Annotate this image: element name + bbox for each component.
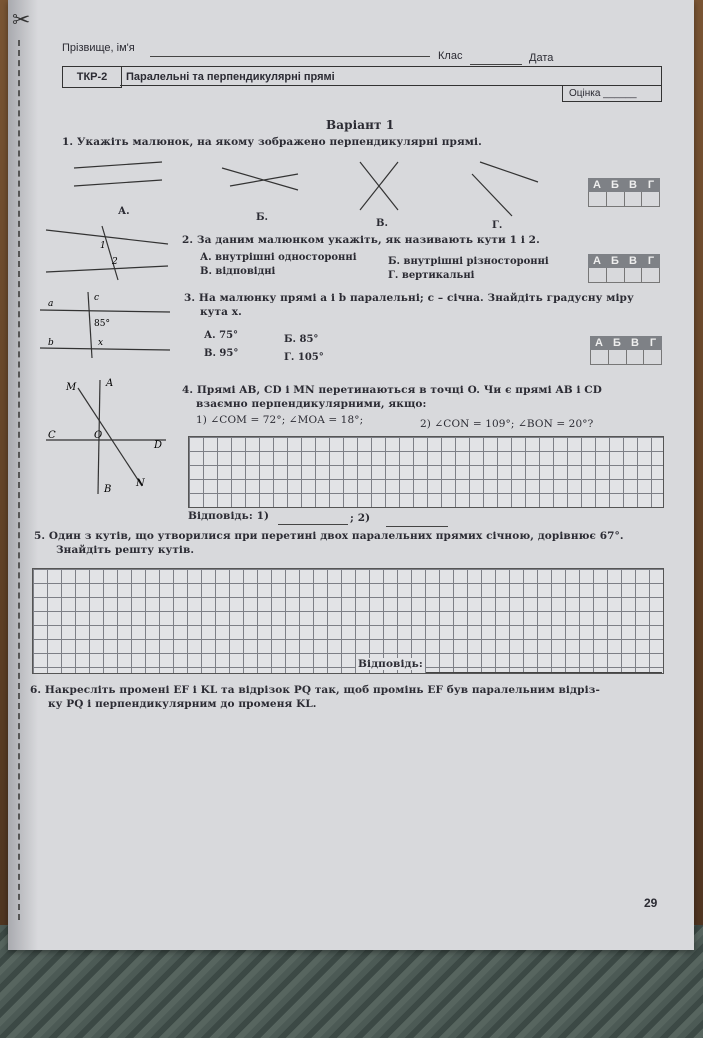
q1-label-b: Б. bbox=[256, 212, 269, 223]
variant-title: Варіант 1 bbox=[326, 118, 395, 132]
q1-label-a: А. bbox=[118, 206, 130, 217]
q4-point-n: N bbox=[136, 478, 145, 489]
q1-answer-grid[interactable]: А Б В Г bbox=[588, 178, 660, 207]
q4-case-2: 2) ∠CON = 109°; ∠BON = 20°? bbox=[420, 418, 594, 430]
class-label: Клас bbox=[438, 50, 463, 62]
q1-figures bbox=[62, 152, 582, 232]
q2-answer-grid[interactable]: А Б В Г bbox=[588, 254, 660, 283]
q4-point-o: O bbox=[94, 430, 103, 441]
q3-text-2: кута x. bbox=[200, 306, 242, 318]
q4-point-d: D bbox=[154, 440, 163, 451]
q5-answer-label: Відповідь: bbox=[358, 658, 423, 670]
q2-text: 2. За даним малюнком укажіть, як називають кути 1 і 2. bbox=[182, 234, 540, 246]
q1-label-g: Г. bbox=[492, 220, 503, 231]
q4-work-grid[interactable] bbox=[188, 436, 664, 508]
q4-text-2: взаємно перпендикулярними, якщо: bbox=[196, 398, 427, 410]
q4-point-a: A bbox=[106, 378, 114, 389]
cut-line bbox=[18, 40, 20, 920]
q4-figure bbox=[42, 374, 172, 502]
q3-line-c: c bbox=[94, 293, 100, 303]
q3-line-b: b bbox=[48, 338, 54, 348]
q1-label-v: В. bbox=[376, 218, 388, 229]
q2-option-b: Б. внутрішні різносторонні bbox=[388, 256, 549, 267]
q4-text: 4. Прямі AB, CD і MN перетинаються в точці O. Чи є прямі AB і CD bbox=[182, 384, 602, 396]
q3-line-a: a bbox=[48, 299, 54, 309]
scissors-icon: ✂ bbox=[12, 8, 31, 33]
q2-angle-1: 1 bbox=[100, 241, 106, 251]
class-field[interactable] bbox=[470, 64, 522, 65]
q4-point-b: B bbox=[104, 484, 112, 495]
date-label: Дата bbox=[529, 52, 554, 64]
q6-text-2: ку PQ і перпендикулярним до променя KL. bbox=[48, 698, 317, 710]
test-title: Паралельні та перпендикулярні прямі bbox=[120, 66, 662, 86]
q3-answer-grid[interactable]: А Б В Г bbox=[590, 336, 662, 365]
q4-answer-sep: ; 2) bbox=[350, 512, 371, 524]
q2-figure bbox=[42, 222, 172, 282]
q5-answer-field[interactable] bbox=[426, 672, 662, 673]
q3-text: 3. На малюнку прямі a і b паралельні; c – січна. Знайдіть градусну міру bbox=[184, 292, 634, 304]
q3-option-v: В. 95° bbox=[204, 348, 239, 359]
q5-text-2: Знайдіть решту кутів. bbox=[56, 544, 195, 556]
q6-text: 6. Накресліть промені EF і KL та відрізок PQ так, щоб промінь EF був паралельним відріз- bbox=[30, 684, 600, 696]
q2-angle-2: 2 bbox=[112, 257, 118, 267]
test-title-box bbox=[62, 66, 662, 102]
q3-option-g: Г. 105° bbox=[284, 352, 324, 363]
test-code: ТКР-2 bbox=[62, 66, 122, 88]
q4-answer-2-field[interactable] bbox=[386, 526, 448, 527]
surname-label: Прізвище, ім'я bbox=[62, 42, 135, 54]
q4-case-1: 1) ∠COM = 72°; ∠MOA = 18°; bbox=[196, 414, 364, 426]
q2-option-a: А. внутрішні односторонні bbox=[200, 252, 357, 263]
page-number: 29 bbox=[644, 896, 658, 910]
q2-option-g: Г. вертикальні bbox=[388, 270, 475, 281]
q3-option-b: Б. 85° bbox=[284, 334, 319, 345]
q2-option-v: В. відповідні bbox=[200, 266, 276, 277]
worksheet-page bbox=[8, 0, 694, 950]
q5-work-grid[interactable] bbox=[32, 568, 664, 674]
q5-text: 5. Один з кутів, що утворилися при перетині двох паралельних прямих січною, дорівнює 67°. bbox=[34, 530, 624, 542]
q4-answer-label: Відповідь: 1) bbox=[188, 510, 270, 522]
q3-option-a: А. 75° bbox=[204, 330, 239, 341]
q3-figure bbox=[36, 290, 176, 360]
grade-label: Оцінка bbox=[569, 88, 601, 99]
q4-point-c: C bbox=[48, 430, 56, 441]
grade-box[interactable]: Оцінка ______ bbox=[562, 86, 662, 102]
q4-point-m: M bbox=[66, 382, 77, 393]
surname-field[interactable] bbox=[150, 56, 430, 57]
q3-angle-85: 85° bbox=[94, 319, 110, 329]
q4-answer-1-field[interactable] bbox=[278, 524, 348, 525]
q3-angle-x: x bbox=[98, 338, 104, 348]
q1-text: 1. Укажіть малюнок, на якому зображено перпендикулярні прямі. bbox=[62, 136, 482, 148]
